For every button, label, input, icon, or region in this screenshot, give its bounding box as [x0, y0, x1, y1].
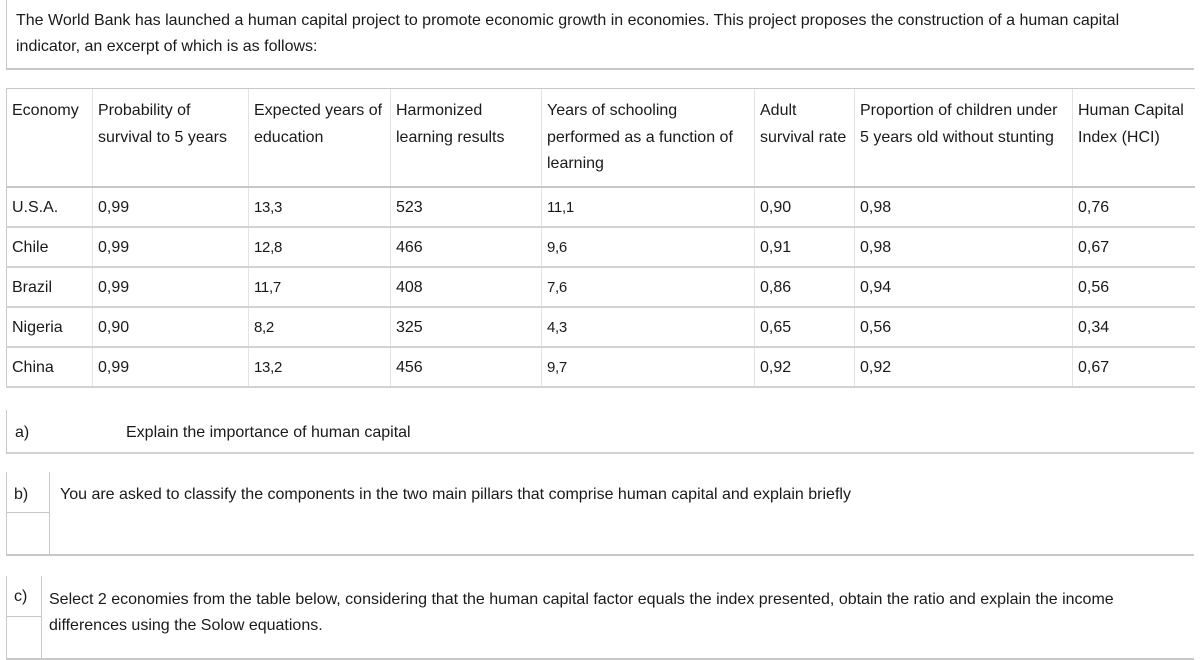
table-cell: 0,90	[93, 307, 249, 347]
question-c	[6, 576, 1194, 660]
question-c-text: Select 2 economies from the table below, considering that the human capital factor equals the index presented, obtain the ratio and explain the income differences using the Solow equations.	[49, 591, 1114, 634]
header-no-stunting: Proportion of children under 5 years old without stunting	[855, 89, 1073, 187]
table-cell: 325	[391, 307, 542, 347]
table-cell: 11,1	[542, 187, 755, 227]
question-c-empty-cell	[7, 617, 42, 658]
economy-cell: Brazil	[7, 267, 93, 307]
question-a-letter: a)	[15, 424, 30, 441]
table-cell: 523	[391, 187, 542, 227]
intro-text: The World Bank has launched a human capital project to promote economic growth in economies. This project proposes the construction of a human capital indicator, an excerpt of which is as follows:	[6, 0, 1194, 70]
economy-cell: China	[7, 347, 93, 387]
question-b-text: You are asked to classify the components in the two main pillars that comprise human capital and explain briefly	[60, 486, 851, 503]
table-cell: 0,92	[855, 347, 1073, 387]
table-cell: 9,6	[542, 227, 755, 267]
table-cell: 466	[391, 227, 542, 267]
header-adult-survival: Adult survival rate	[755, 89, 855, 187]
table-cell: 13,2	[249, 347, 391, 387]
table-cell: 0,98	[855, 227, 1073, 267]
question-b	[6, 472, 1194, 556]
table-cell: 12,8	[249, 227, 391, 267]
table-cell: 11,7	[249, 267, 391, 307]
question-b-letter: b)	[14, 486, 29, 503]
table-row	[7, 347, 1195, 387]
question-a-text: Explain the importance of human capital	[126, 424, 411, 441]
table-cell: 0,65	[755, 307, 855, 347]
table-cell: 0,86	[755, 267, 855, 307]
table-cell: 0,94	[855, 267, 1073, 307]
table-cell: 0,92	[755, 347, 855, 387]
table-cell: 0,90	[755, 187, 855, 227]
table-cell: 408	[391, 267, 542, 307]
table-cell: 0,56	[1073, 267, 1195, 307]
question-a	[6, 410, 1194, 454]
human-capital-table	[6, 88, 1195, 388]
table-cell: 0,34	[1073, 307, 1195, 347]
table-cell: 0,67	[1073, 227, 1195, 267]
table-cell: 0,98	[855, 187, 1073, 227]
question-c-letter: c)	[14, 588, 28, 605]
table-cell: 0,99	[93, 187, 249, 227]
table-cell: 0,99	[93, 227, 249, 267]
table-cell: 0,91	[755, 227, 855, 267]
table-row	[7, 187, 1195, 227]
table-cell: 9,7	[542, 347, 755, 387]
economy-cell: U.S.A.	[7, 187, 93, 227]
header-hci: Human Capital Index (HCI)	[1073, 89, 1195, 187]
table-cell: 8,2	[249, 307, 391, 347]
table-cell: 0,99	[93, 267, 249, 307]
table-cell: 13,3	[249, 187, 391, 227]
table-row	[7, 227, 1195, 267]
table-header-row	[7, 89, 1195, 187]
header-survival-5: Probability of survival to 5 years	[93, 89, 249, 187]
header-economy: Economy	[7, 89, 93, 187]
table-row	[7, 307, 1195, 347]
table-row	[7, 267, 1195, 307]
table-cell: 0,67	[1073, 347, 1195, 387]
table-cell: 4,3	[542, 307, 755, 347]
header-schooling-learning: Years of schooling performed as a function of learning	[542, 89, 755, 187]
economy-cell: Nigeria	[7, 307, 93, 347]
header-learning-results: Harmonized learning results	[391, 89, 542, 187]
table-cell: 456	[391, 347, 542, 387]
table-cell: 0,99	[93, 347, 249, 387]
question-b-empty-cell	[7, 513, 50, 556]
table-cell: 7,6	[542, 267, 755, 307]
economy-cell: Chile	[7, 227, 93, 267]
table-cell: 0,76	[1073, 187, 1195, 227]
header-expected-education: Expected years of education	[249, 89, 391, 187]
table-cell: 0,56	[855, 307, 1073, 347]
